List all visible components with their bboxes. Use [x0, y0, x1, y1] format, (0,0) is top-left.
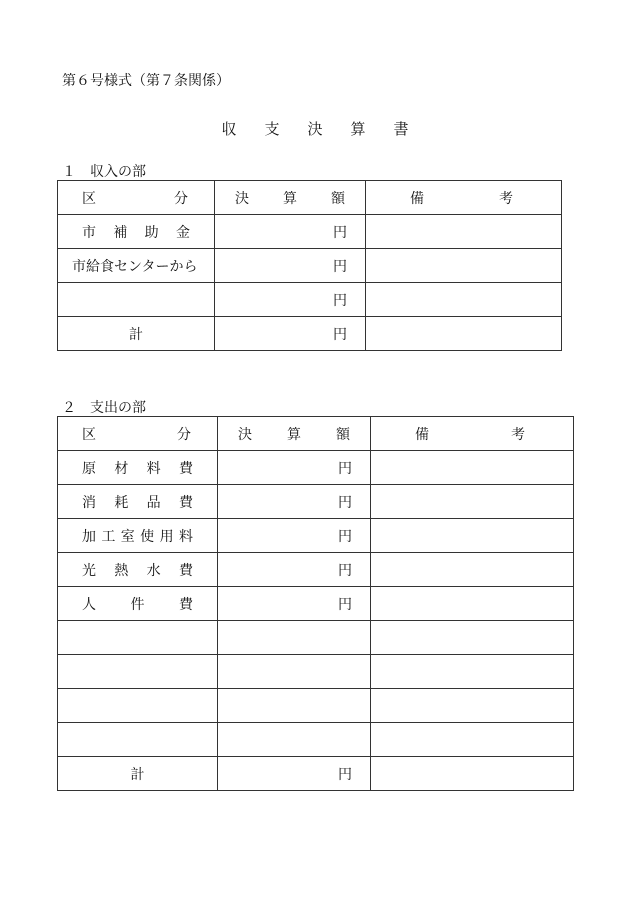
header-char: 算	[283, 190, 297, 207]
item-char: 費	[179, 596, 193, 613]
item-cell	[58, 485, 218, 519]
remarks-cell	[366, 215, 562, 249]
item-char: 原	[82, 460, 96, 477]
table-row	[58, 519, 574, 553]
expense-table	[57, 416, 574, 791]
header-char: 備	[410, 190, 424, 207]
expense-header-row	[58, 417, 574, 451]
expense-header-kessan	[218, 417, 371, 451]
header-char: 備	[415, 426, 429, 443]
remarks-cell	[371, 621, 574, 655]
item-text	[82, 222, 190, 242]
income-header-row	[58, 181, 562, 215]
remarks-cell	[366, 317, 562, 351]
item-cell	[58, 451, 218, 485]
document-title: 収支決算書	[221, 120, 437, 138]
table-row	[58, 553, 574, 587]
expense-header-kubun-text	[82, 424, 191, 444]
item-char: 人	[82, 596, 96, 613]
remarks-cell	[371, 553, 574, 587]
remarks-cell	[371, 485, 574, 519]
amount-cell: 円	[218, 587, 371, 621]
amount-cell	[218, 621, 371, 655]
amount-cell: 円	[218, 451, 371, 485]
expense-section-heading: ２ 支出の部	[62, 400, 146, 416]
header-char: 決	[235, 190, 249, 207]
remarks-cell	[371, 587, 574, 621]
income-header-biko	[366, 181, 562, 215]
table-row	[58, 485, 574, 519]
item-char: 加	[82, 528, 96, 545]
income-header-kessan	[215, 181, 366, 215]
item-char: 耗	[114, 494, 129, 511]
item-char: 消	[82, 494, 96, 511]
item-char: 室	[120, 528, 135, 545]
item-cell	[58, 553, 218, 587]
table-row	[58, 757, 574, 791]
header-char: 考	[511, 426, 525, 443]
item-char: 光	[82, 562, 96, 579]
item-cell: 計	[58, 757, 218, 791]
item-char: 料	[146, 460, 161, 477]
item-text	[82, 526, 193, 546]
expense-header-kubun	[58, 417, 218, 451]
expense-header-biko-text	[415, 424, 525, 444]
item-cell	[58, 283, 215, 317]
item-cell	[58, 621, 218, 655]
amount-cell	[218, 689, 371, 723]
item-char: 助	[144, 224, 159, 241]
item-char: 品	[146, 494, 161, 511]
table-row	[58, 249, 562, 283]
remarks-cell	[371, 451, 574, 485]
item-char: 市	[82, 224, 96, 241]
item-char: 水	[146, 562, 161, 579]
amount-cell: 円	[218, 485, 371, 519]
item-char: 料	[178, 528, 193, 545]
table-row	[58, 723, 574, 757]
item-char: 熱	[114, 562, 129, 579]
header-char: 区	[82, 190, 96, 207]
item-cell: 市給食センターから	[58, 249, 215, 283]
remarks-cell	[371, 689, 574, 723]
amount-cell	[218, 723, 371, 757]
item-char: 用	[159, 528, 174, 545]
header-char: 区	[82, 426, 96, 443]
remarks-cell	[371, 655, 574, 689]
header-char: 分	[177, 426, 191, 443]
item-cell: 計	[58, 317, 215, 351]
table-row	[58, 655, 574, 689]
item-cell	[58, 723, 218, 757]
item-cell	[58, 689, 218, 723]
income-table	[57, 180, 562, 351]
income-header-kubun	[58, 181, 215, 215]
amount-cell	[218, 655, 371, 689]
item-char: 使	[140, 528, 155, 545]
header-char: 決	[238, 426, 252, 443]
item-char: 補	[113, 224, 128, 241]
amount-cell: 円	[215, 317, 366, 351]
item-cell	[58, 519, 218, 553]
item-cell	[58, 655, 218, 689]
expense-header-kessan-text	[238, 424, 350, 444]
item-char: 材	[114, 460, 129, 477]
table-row	[58, 689, 574, 723]
amount-cell: 円	[218, 553, 371, 587]
remarks-cell	[366, 249, 562, 283]
remarks-cell	[371, 757, 574, 791]
header-char: 額	[331, 190, 345, 207]
item-text	[82, 560, 193, 580]
item-char: 件	[130, 596, 145, 613]
item-cell	[58, 587, 218, 621]
table-row	[58, 283, 562, 317]
header-char: 額	[336, 426, 350, 443]
income-header-kessan-text	[235, 188, 345, 208]
item-char: 費	[178, 460, 193, 477]
item-char: 工	[101, 528, 116, 545]
header-char: 考	[499, 190, 513, 207]
amount-cell: 円	[215, 283, 366, 317]
amount-cell: 円	[218, 757, 371, 791]
income-header-kubun-text	[82, 188, 188, 208]
item-text	[82, 594, 193, 614]
remarks-cell	[371, 519, 574, 553]
amount-cell: 円	[215, 215, 366, 249]
income-header-biko-text	[410, 188, 513, 208]
item-char: 費	[178, 562, 193, 579]
amount-cell: 円	[215, 249, 366, 283]
table-row	[58, 317, 562, 351]
table-row	[58, 451, 574, 485]
expense-header-biko	[371, 417, 574, 451]
remarks-cell	[366, 283, 562, 317]
remarks-cell	[371, 723, 574, 757]
item-text	[82, 492, 193, 512]
item-cell	[58, 215, 215, 249]
item-text	[82, 458, 193, 478]
header-char: 分	[174, 190, 188, 207]
table-row	[58, 215, 562, 249]
item-char: 費	[178, 494, 193, 511]
table-row	[58, 587, 574, 621]
table-row	[58, 621, 574, 655]
form-number: 第６号様式（第７条関係）	[62, 73, 230, 89]
header-char: 算	[287, 426, 301, 443]
income-section-heading: １ 収入の部	[62, 164, 146, 180]
item-char: 金	[175, 224, 190, 241]
amount-cell: 円	[218, 519, 371, 553]
